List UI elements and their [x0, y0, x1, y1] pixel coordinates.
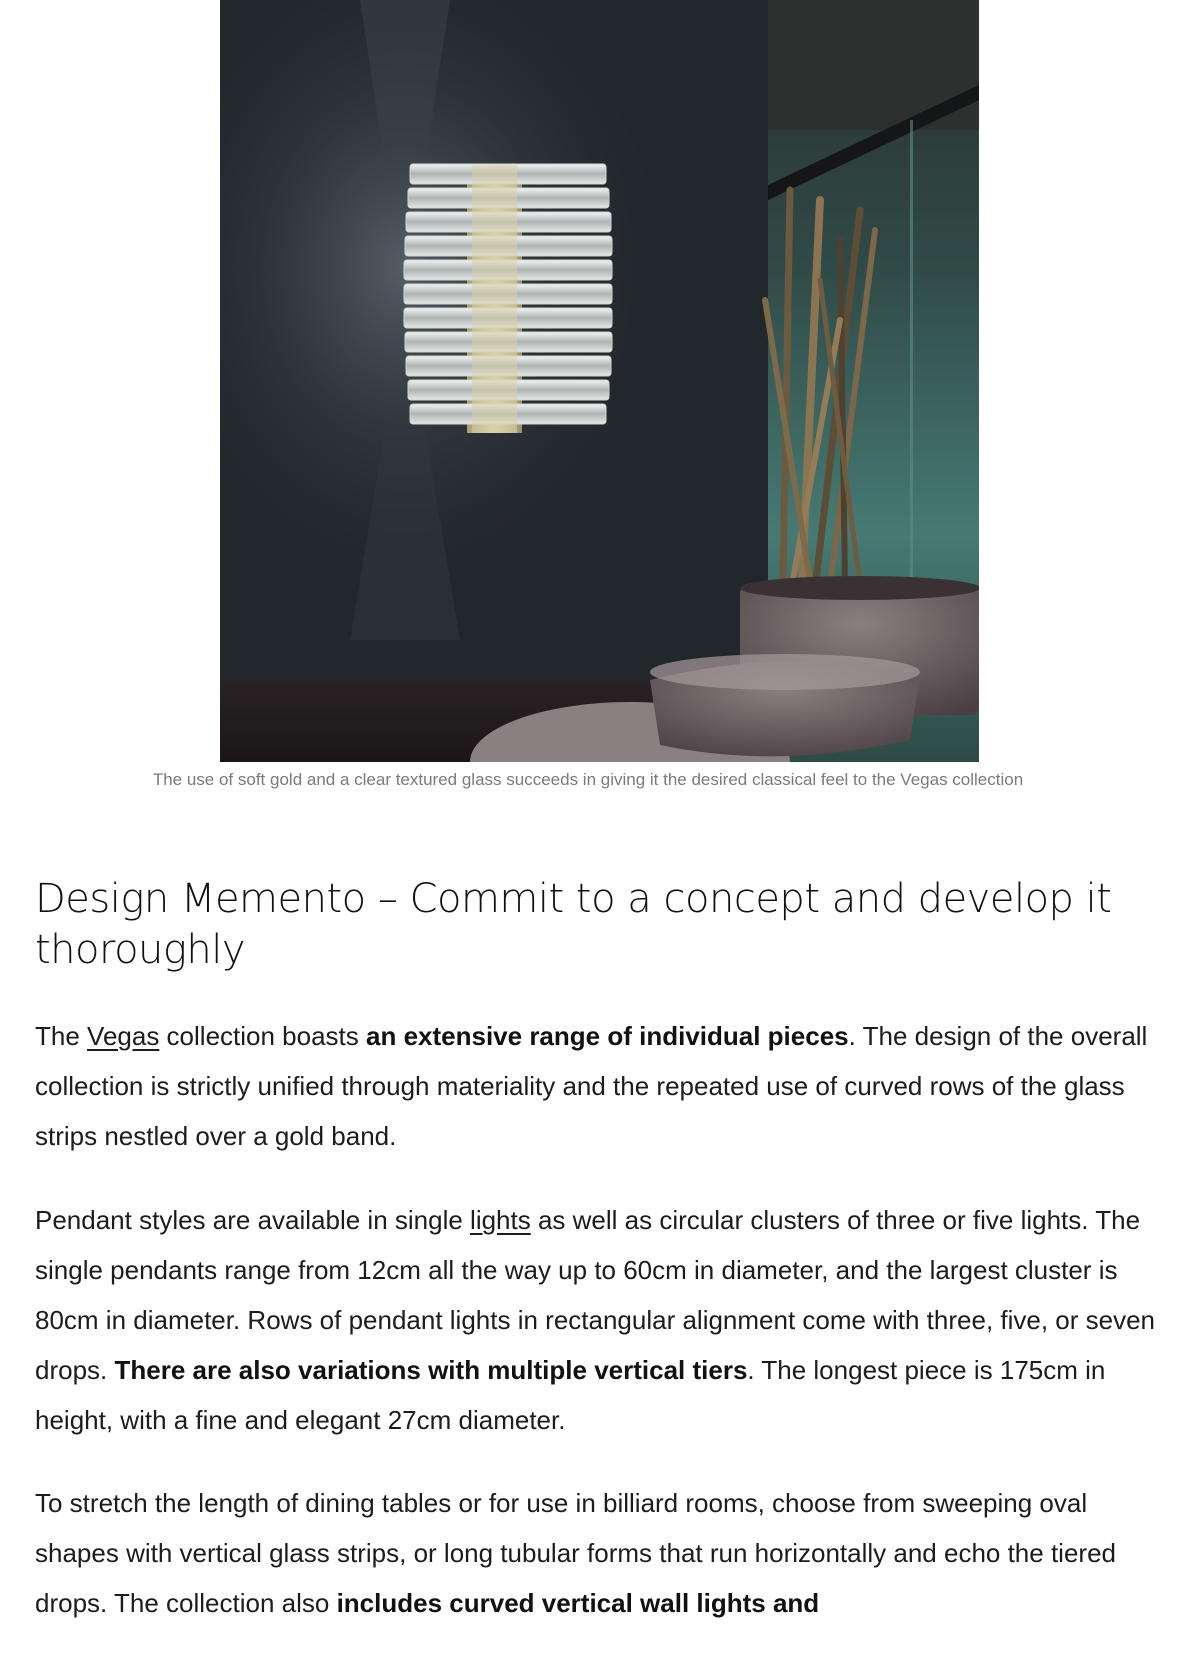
- lights-link[interactable]: lights: [470, 1205, 531, 1235]
- paragraph-vegas-range: [35, 1011, 1160, 1161]
- text: . The design of the overall collection is strictly unified through materiality and the repeated use of curved rows of the glass strips nestled over a gold band.: [35, 1021, 1148, 1151]
- vegas-link[interactable]: Vegas: [87, 1021, 160, 1051]
- text: . The longest piece is 175cm in height, with a fine and elegant 27cm diameter.: [35, 1355, 1106, 1435]
- bold-text: There are also variations with multiple vertical tiers: [114, 1355, 748, 1385]
- paragraph-dining-tables: [35, 1478, 1160, 1628]
- image-caption: The use of soft gold and a clear textured glass succeeds in giving it the desired classical feel to the Vegas collection: [152, 770, 1024, 789]
- text: To stretch the length of dining tables or for use in billiard rooms, choose from sweeping oval shapes with vertical glass strips, or long tubular forms that run horizontally and echo the tiered drops. The collection also: [35, 1488, 1116, 1618]
- bold-text: includes curved vertical wall lights and: [336, 1588, 820, 1618]
- text: as well as circular clusters of three or five lights. The single pendants range from 12cm all the way up to 60cm in diameter, and the largest cluster is 80cm in diameter. Rows of pendant lights in rectangular alignment come with three, five, or seven drops.: [35, 1205, 1156, 1385]
- text: Pendant styles are available in single: [35, 1205, 471, 1235]
- paragraph-pendant-styles: [35, 1195, 1160, 1445]
- bold-text: an extensive range of individual pieces: [366, 1021, 849, 1051]
- text: The: [35, 1021, 88, 1051]
- text: collection boasts: [159, 1021, 366, 1051]
- section-heading: Design Memento – Commit to a concept and develop it thoroughly: [35, 876, 1112, 973]
- product-photo: [220, 0, 979, 762]
